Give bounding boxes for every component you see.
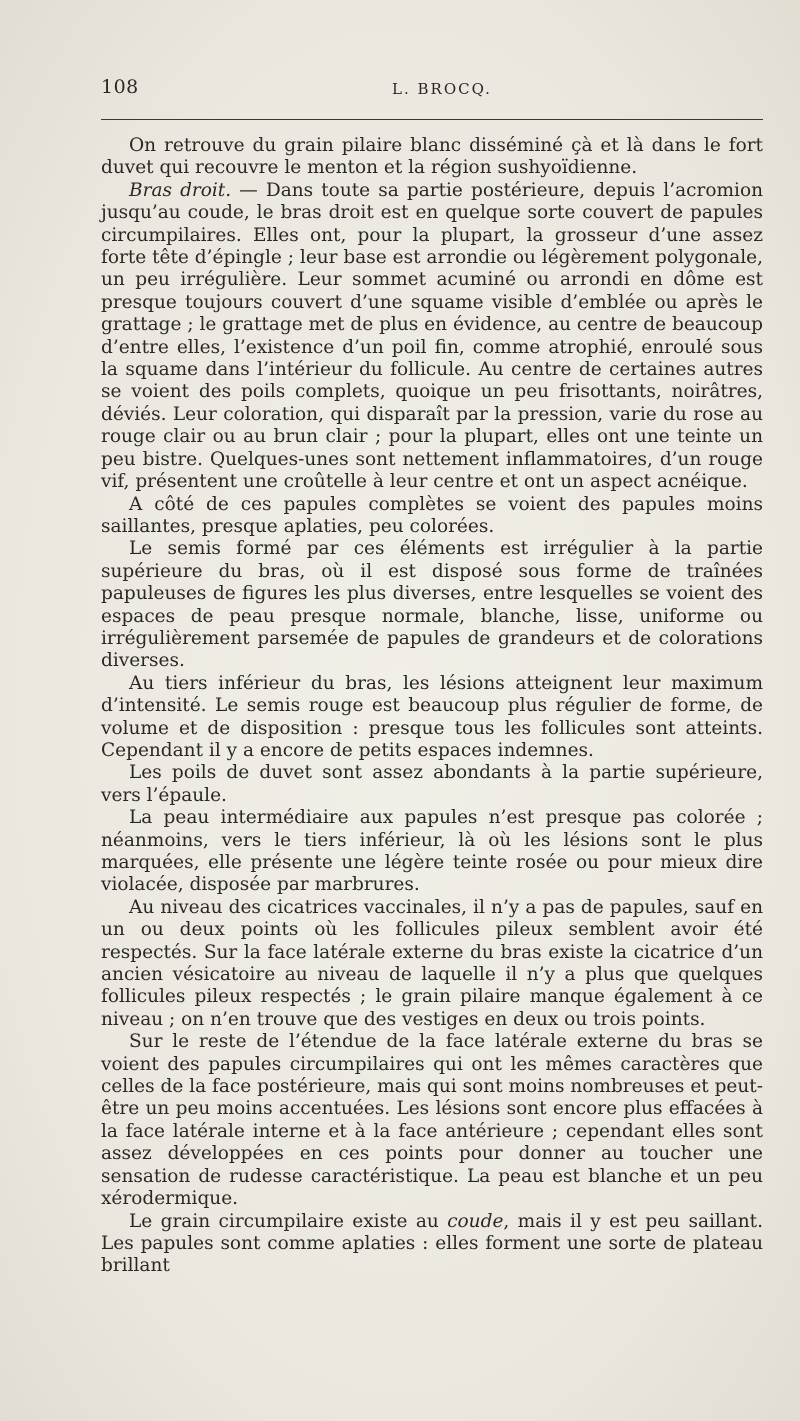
page-number: 108 [101,76,139,98]
running-head: L. BROCQ. [392,80,492,98]
paragraph: La peau intermédiaire aux papules n’est presque pas colorée ; néanmoins, vers le tiers inférieur, là où les lésions sont le plus marquées, elle présente une légère teinte rosée ou pour mieux dire violacée, disposée par marbrures. [101,807,763,896]
paragraph: A côté de ces papules complètes se voient des papules moins saillantes, presque aplaties, peu colorées. [101,493,763,537]
paragraph: Sur le reste de l’étendue de la face latérale externe du bras se voient des papules circumpilaires qui ont les mêmes caractères que celles de la face postérieure, mais qui sont moins nombreuses et peut-être un peu moins accentuées. Les lésions sont encore plus effacées à la face latérale interne et à la face antérieure ; cependant elles sont assez développées en ces points pour donner au toucher une sensation de rudesse caractéristique. La peau est blanche et un peu xérodermique. [101,1031,763,1210]
section-heading: Bras droit. [129,179,232,201]
header-rule [101,119,763,120]
paragraph: Au niveau des cicatrices vaccinales, il n’y a pas de papules, sauf en un ou deux points où les follicules pileux semblent avoir été respectés. Sur la face latérale externe du bras existe la cicatrice d’un ancien vésicatoire au niveau de laquelle il n’y a plus que quelques follicules pileux respectés ; le grain pilaire manque également à ce niveau ; on n’en trouve que des vestiges en deux ou trois points. [101,896,763,1030]
body-text [101,135,763,1278]
paragraph: Les poils de duvet sont assez abondants à la partie supérieure, vers l’épaule. [101,762,763,806]
paragraph: Le grain circumpilaire existe au coude, mais il y est peu saillant. Les papules sont comme aplaties : elles forment une sorte de plateau brillant [101,1210,763,1277]
paragraph: On retrouve du grain pilaire blanc disséminé çà et là dans le fort duvet qui recouvre le menton et la région sushyoïdienne. [101,135,763,179]
paragraph: Le semis formé par ces éléments est irrégulier à la partie supérieure du bras, où il est disposé sous forme de traînées papuleuses de figures les plus diverses, entre lesquelles se voient des espaces de peau presque normale, blanche, lisse, uniforme ou irrégulièrement parsemée de papules de grandeurs et de colorations diverses. [101,538,763,672]
paragraph: Bras droit. — Dans toute sa partie postérieure, depuis l’acromion jusqu’au coude, le bras droit est en quelque sorte couvert de papules circumpilaires. Elles ont, pour la plupart, la grosseur d’une assez forte tête d’épingle ; leur base est arrondie ou légèrement polygonale, un peu irrégulière. Leur sommet acuminé ou arrondi en dôme est presque toujours couvert d’une squame visible d’emblée ou après le grattage ; le grattage met de plus en évidence, au centre de beaucoup d’entre elles, l’existence d’un poil fin, comme atrophié, enroulé sous la squame dans l’intérieur du follicule. Au centre de certaines autres se voient des poils complets, quoique un peu frisottants, noirâtres, déviés. Leur coloration, qui disparaît par la pression, varie du rose au rouge clair ou au brun clair ; pour la plupart, elles ont une teinte un peu bistre. Quelques-unes sont nettement inflammatoires, d’un rouge vif, présentent une croûtelle à leur centre et ont un aspect acnéique. [101,179,763,493]
paragraph: Au tiers inférieur du bras, les lésions atteignent leur maximum d’intensité. Le semis rouge est beaucoup plus régulier de forme, de volume et de disposition : presque tous les follicules sont atteints. Cependant il y a encore de petits espaces indemnes. [101,672,763,761]
